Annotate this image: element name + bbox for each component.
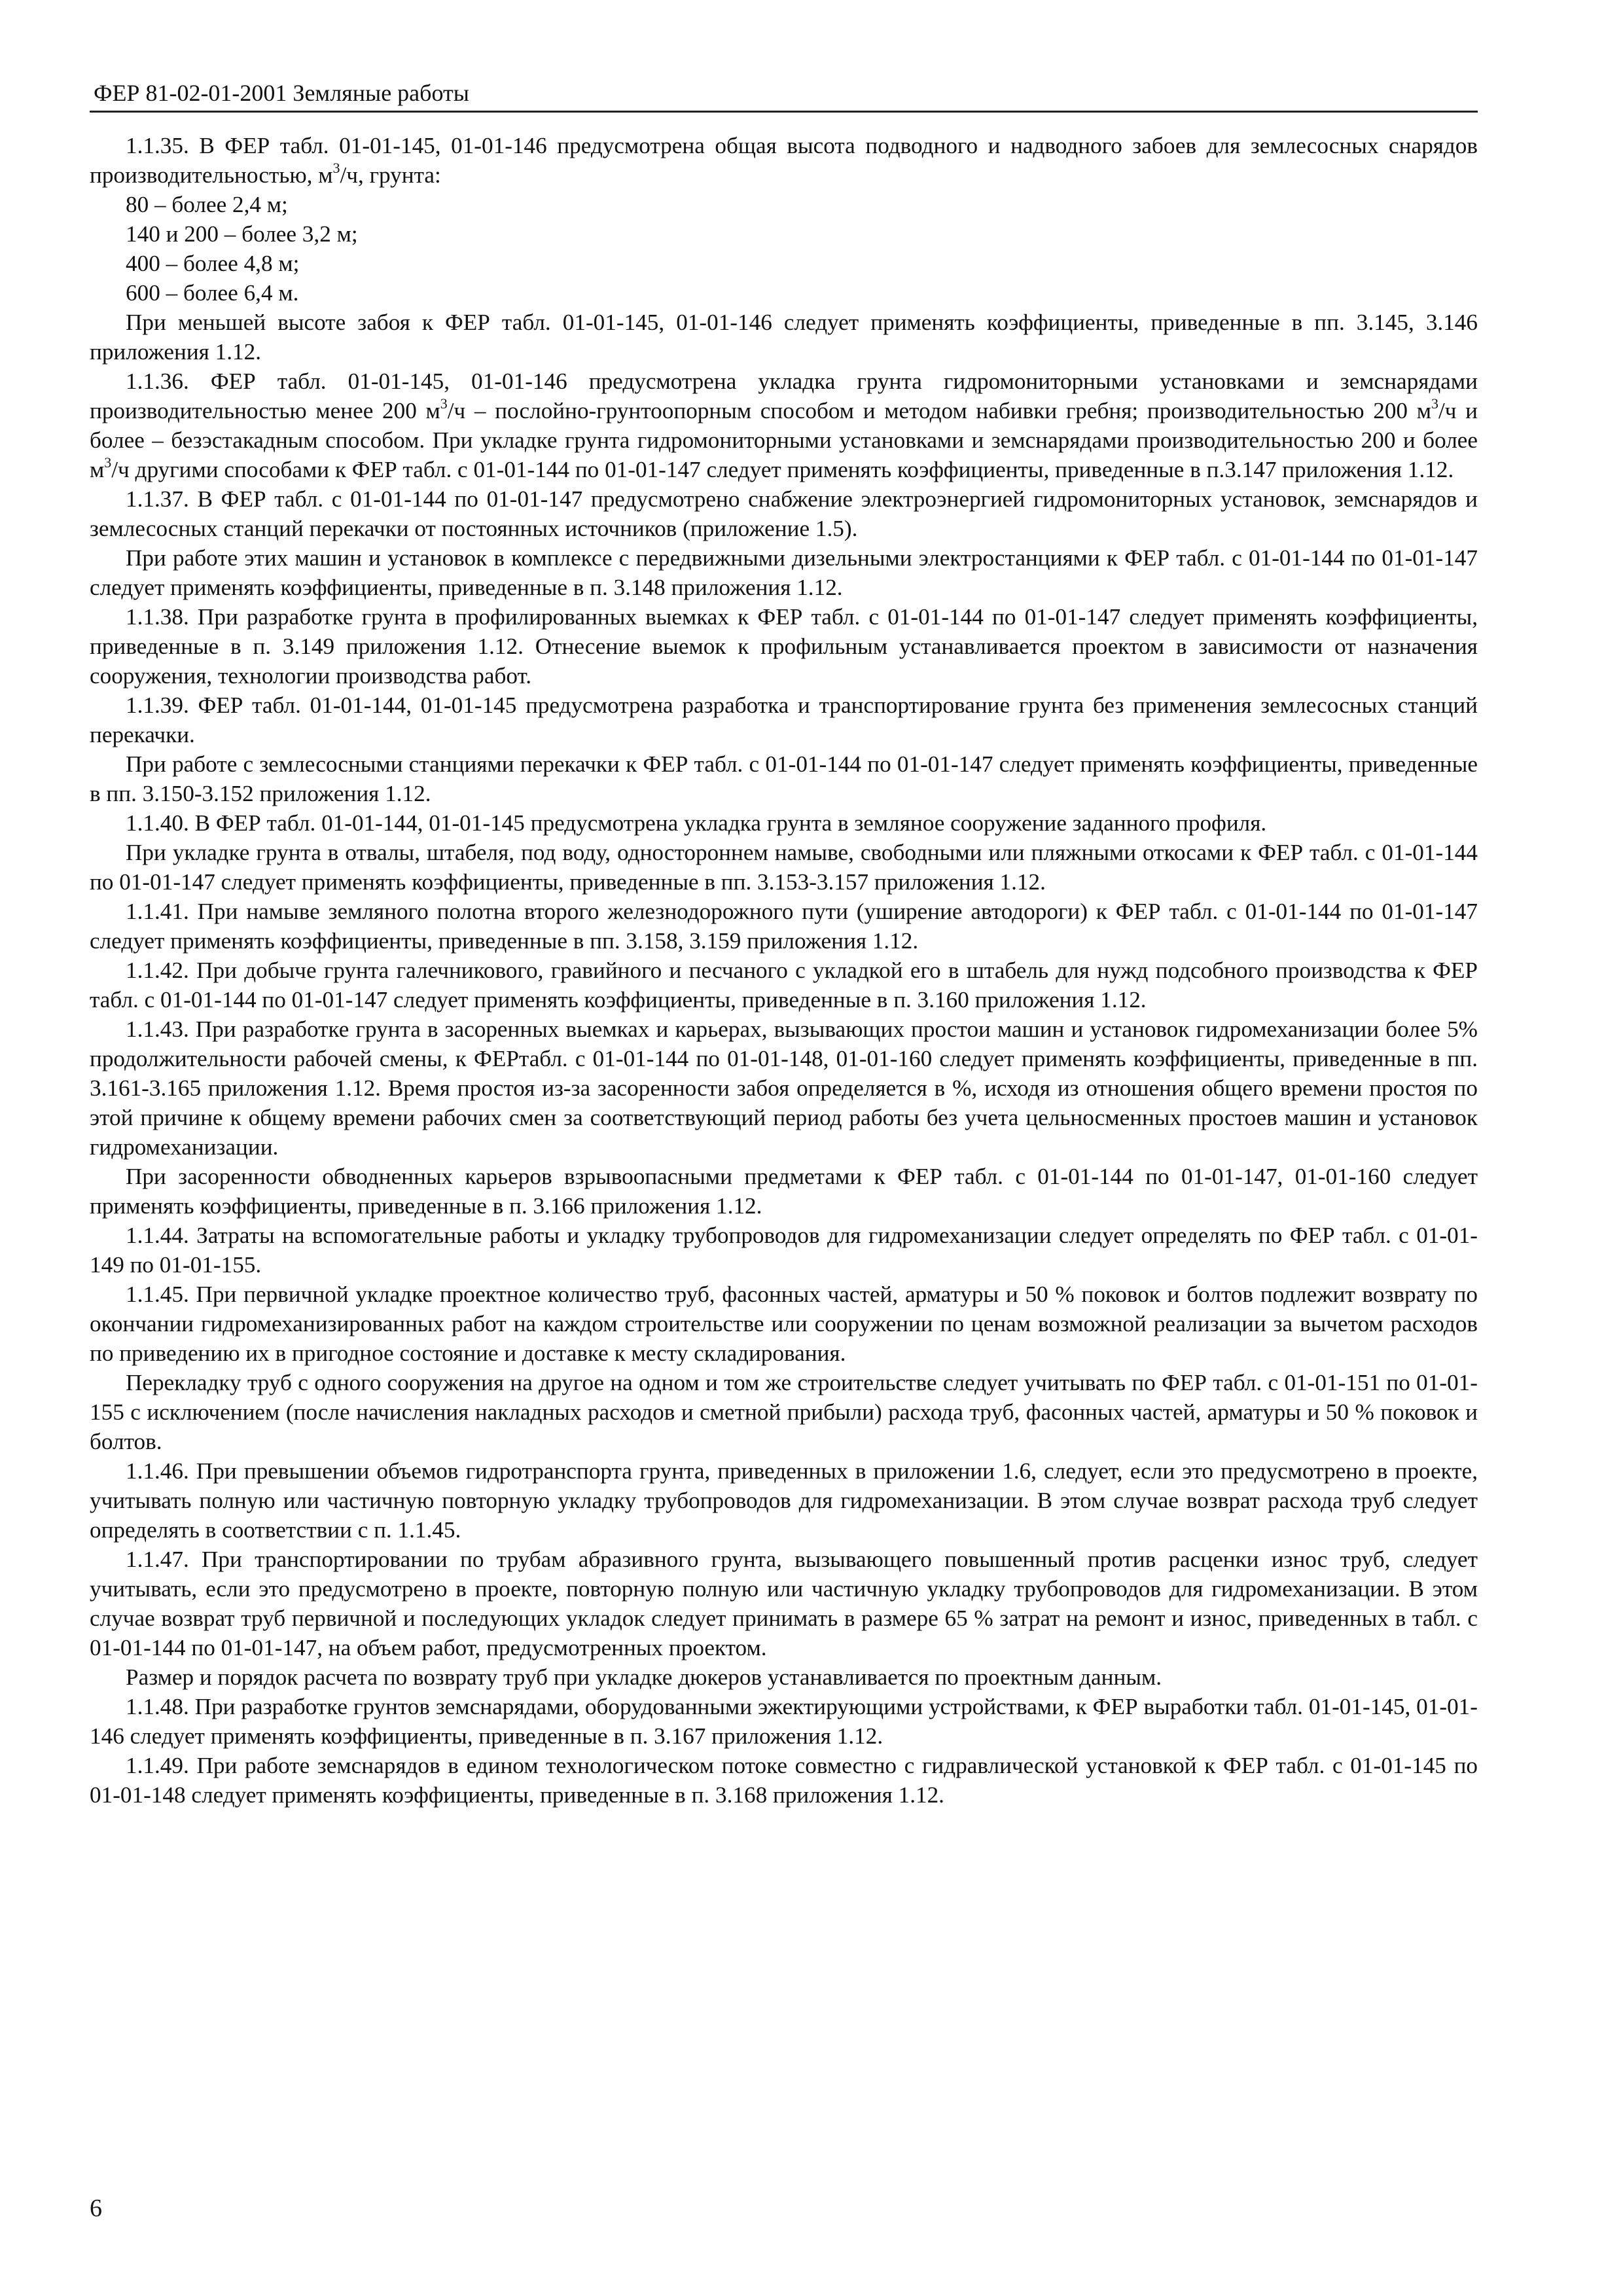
header-title: ФЕР 81-02-01-2001 Земляные работы (94, 80, 469, 106)
list-item: 140 и 200 – более 3,2 м; (126, 221, 358, 247)
body-text (90, 131, 1478, 1810)
paragraph-1-1-48: 1.1.48. При разработке грунтов земснарядами, оборудованными эжектирующими устройствами, к ФЕР выработки табл. 01-01-145, 01-01-146 следует применять коэффициенты, приведенные в п. 3.167 приложения 1.12. (90, 1694, 1478, 1749)
paragraph-1-1-42: 1.1.42. При добыче грунта галечникового, гравийного и песчаного с укладкой его в штабель для нужд подсобного производства к ФЕР табл. с 01-01-144 по 01-01-147 следует применять коэффициенты, приведенные в п. 3.160 приложения 1.12. (90, 958, 1478, 1013)
paragraph-1-1-44: 1.1.44. Затраты на вспомогательные работы и укладку трубопроводов для гидромеханизации следует определять по ФЕР табл. с 01-01-149 по 01-01-155. (90, 1223, 1478, 1278)
paragraph-1-1-36: 1.1.36. ФЕР табл. 01-01-145, 01-01-146 предусмотрена укладка грунта гидромониторными установками и земснарядами производительностью менее 200 $м^3/ч$ – послойно-грунтоопорным способом и методом набивки гребня; производительностью 200 $м^3/ч$ и более – безэстакадным способом. При укладке грунта гидромониторными установками и земснарядами производительностью 200 и более $м^3/ч$ другими способами к ФЕР табл. с 01-01-144 по 01-01-147 следует применять коэффициенты, приведенные в п.3.147 приложения 1.12. (90, 368, 1478, 482)
paragraph: При работе этих машин и установок в комплексе с передвижными дизельными электростанциями к ФЕР табл. с 01-01-144 по 01-01-147 следует применять коэффициенты, приведенные в п. 3.148 приложения 1.12. (90, 545, 1478, 600)
paragraph-1-1-35: 1.1.35. В ФЕР табл. 01-01-145, 01-01-146 предусмотрена общая высота подводного и надводного забоев для землесосных снарядов производительностью, $м^3/ч$, грунта: (90, 133, 1478, 188)
paragraph-1-1-45: 1.1.45. При первичной укладке проектное количество труб, фасонных частей, арматуры и 50 % поковок и болтов подлежит возврату по окончании гидромеханизированных работ на каждом строительстве или сооружении по ценам возможной реализации за вычетом расходов по приведению их в пригодное состояние и доставке к месту складирования. (90, 1282, 1478, 1366)
paragraph: При укладке грунта в отвалы, штабеля, под воду, одностороннем намыве, свободными или пляжными откосами к ФЕР табл. с 01-01-144 по 01-01-147 следует применять коэффициенты, приведенные в пп. 3.153-3.157 приложения 1.12. (90, 840, 1478, 895)
paragraph-1-1-46: 1.1.46. При превышении объемов гидротранспорта грунта, приведенных в приложении 1.6, следует, если это предусмотрено в проекте, учитывать полную или частичную повторную укладку трубопроводов для гидромеханизации. В этом случае возврат расхода труб следует определять в соответствии с п. 1.1.45. (90, 1458, 1478, 1543)
paragraph-1-1-41: 1.1.41. При намыве земляного полотна второго железнодорожного пути (уширение автодороги) к ФЕР табл. с 01-01-144 по 01-01-147 следует применять коэффициенты, приведенные в пп. 3.158, 3.159 приложения 1.12. (90, 899, 1478, 954)
paragraph-1-1-40: 1.1.40. В ФЕР табл. 01-01-144, 01-01-145 предусмотрена укладка грунта в земляное сооружение заданного профиля. (126, 810, 1267, 836)
paragraph-1-1-39: 1.1.39. ФЕР табл. 01-01-144, 01-01-145 предусмотрена разработка и транспортирование грунта без применения землесосных станций перекачки. (90, 692, 1478, 747)
running-header (90, 76, 1478, 113)
list-item: 600 – более 6,4 м. (126, 280, 299, 306)
page-number: 6 (90, 2195, 102, 2222)
paragraph-1-1-47: 1.1.47. При транспортировании по трубам абразивного грунта, вызывающего повышенный против расценки износ труб, следует учитывать, если это предусмотрено в проекте, повторную полную или частичную укладку трубопроводов для гидромеханизации. В этом случае возврат труб первичной и последующих укладок следует принимать в размере 65 % затрат на ремонт и износ, приведенных в табл. с 01-01-144 по 01-01-147, на объем работ, предусмотренных проектом. (90, 1547, 1478, 1660)
paragraph: Размер и порядок расчета по возврату труб при укладке дюкеров устанавливается по проектным данным. (126, 1664, 1162, 1690)
paragraph-1-1-43: 1.1.43. При разработке грунта в засоренных выемках и карьерах, вызывающих простои машин и установок гидромеханизации более 5% продолжительности рабочей смены, к ФЕРтабл. с 01-01-144 по 01-01-148, 01-01-160 следует применять коэффициенты, приведенные в пп. 3.161-3.165 приложения 1.12. Время простоя из-за засоренности забоя определяется в %, исходя из отношения общего времени простоя по этой причине к общему времени рабочих смен за соответствующий период работы без учета цельносменных простоев машин и установок гидромеханизации. (90, 1016, 1478, 1160)
paragraph-1-1-37: 1.1.37. В ФЕР табл. с 01-01-144 по 01-01-147 предусмотрено снабжение электроэнергией гидромониторных установок, земснарядов и землесосных станций перекачки от постоянных источников (приложение 1.5). (90, 486, 1478, 541)
paragraph: При засоренности обводненных карьеров взрывоопасными предметами к ФЕР табл. с 01-01-144 по 01-01-147, 01-01-160 следует применять коэффициенты, приведенные в п. 3.166 приложения 1.12. (90, 1164, 1478, 1219)
list-item: 80 – более 2,4 м; (126, 192, 288, 217)
paragraph: При работе с землесосными станциями перекачки к ФЕР табл. с 01-01-144 по 01-01-147 следует применять коэффициенты, приведенные в пп. 3.150-3.152 приложения 1.12. (90, 751, 1478, 806)
paragraph: При меньшей высоте забоя к ФЕР табл. 01-01-145, 01-01-146 следует применять коэффициенты, приведенные в пп. 3.145, 3.146 приложения 1.12. (90, 310, 1478, 365)
list-item: 400 – более 4,8 м; (126, 251, 300, 276)
paragraph: Перекладку труб с одного сооружения на другое на одном и том же строительстве следует учитывать по ФЕР табл. с 01-01-151 по 01-01-155 с исключением (после начисления накладных расходов и сметной прибыли) расхода труб, фасонных частей, арматуры и 50 % поковок и болтов. (90, 1370, 1478, 1454)
paragraph-1-1-49: 1.1.49. При работе земснарядов в едином технологическом потоке совместно с гидравлической установкой к ФЕР табл. с 01-01-145 по 01-01-148 следует применять коэффициенты, приведенные в п. 3.168 приложения 1.12. (90, 1753, 1478, 1808)
paragraph-1-1-38: 1.1.38. При разработке грунта в профилированных выемках к ФЕР табл. с 01-01-144 по 01-01-147 следует применять коэффициенты, приведенные в п. 3.149 приложения 1.12. Отнесение выемок к профильным устанавливается проектом в зависимости от назначения сооружения, технологии производства работ. (90, 604, 1478, 689)
